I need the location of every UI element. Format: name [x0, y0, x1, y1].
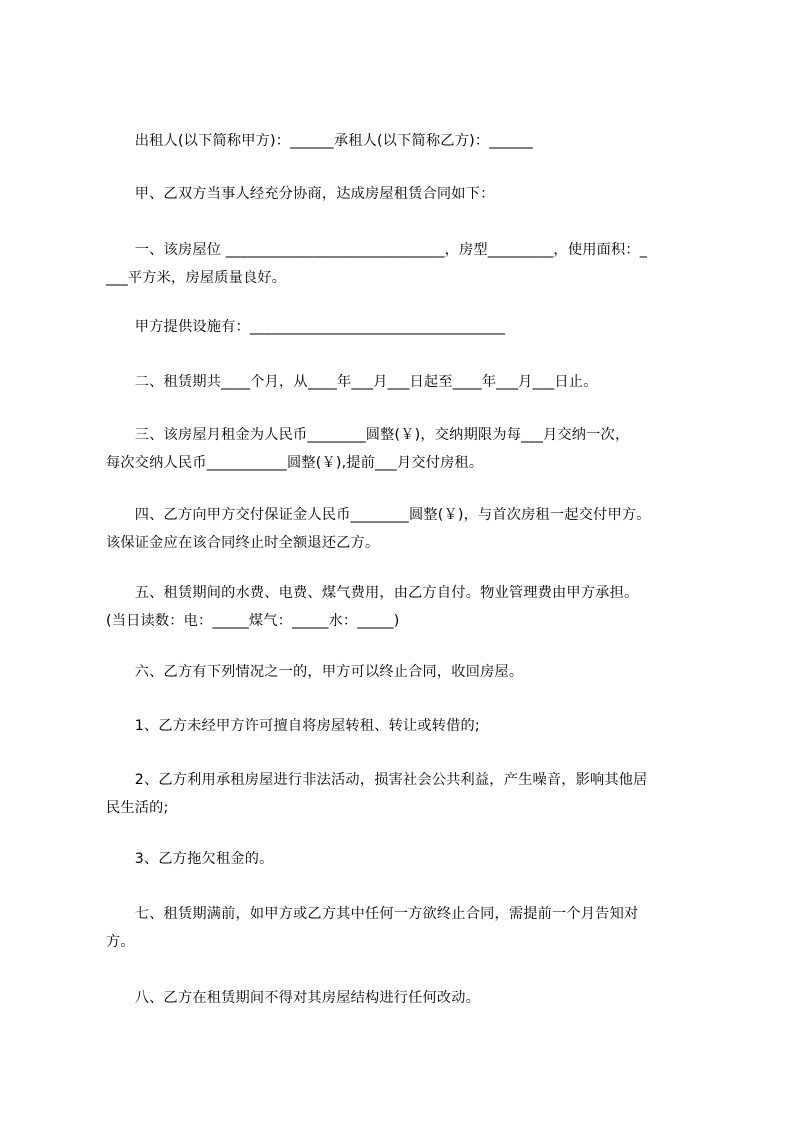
paragraph-line: 1、乙方未经甲方许可擅自将房屋转租、转让或转借的;	[106, 718, 480, 734]
parties-paragraph	[106, 127, 706, 155]
paragraph-line: 三、该房屋月租金为人民币________圆整(￥)，交纳期限为每___月交纳一次，	[106, 427, 630, 443]
clause-4-paragraph	[106, 501, 706, 557]
paragraph-line: 五、租赁期间的水费、电费、煤气费用，由乙方自付。物业管理费由甲方承担。	[106, 585, 639, 601]
clause-1-paragraph	[106, 236, 706, 292]
clause-2-paragraph	[106, 368, 706, 396]
clause-6-1-paragraph	[106, 712, 706, 740]
clause-3-paragraph	[106, 421, 706, 477]
paragraph-line: ___平方米，房屋质量良好。	[106, 270, 287, 286]
clause-6-3-paragraph	[106, 845, 706, 873]
paragraph-line: 一、该房屋位 ______________________________，房型_________，使用面积：_	[106, 242, 648, 258]
paragraph-line: 甲、乙双方当事人经充分协商，达成房屋租赁合同如下：	[106, 186, 495, 202]
paragraph-line: 六、乙方有下列情况之一的，甲方可以终止合同，收回房屋。	[106, 664, 524, 680]
paragraph-line: 2、乙方利用承租房屋进行非法活动，损害社会公共利益，产生噪音，影响其他居	[106, 772, 648, 788]
facilities-paragraph	[106, 313, 706, 341]
clause-7-paragraph	[106, 900, 706, 956]
paragraph-line: 每次交纳人民币___________圆整(￥),提前___月交付房租。	[106, 455, 484, 471]
clause-6-2-paragraph	[106, 766, 706, 822]
paragraph-line: 该保证金应在该合同终止时全额退还乙方。	[106, 535, 380, 551]
paragraph-line: 方。	[106, 934, 135, 950]
paragraph-line: 七、租赁期满前，如甲方或乙方其中任何一方欲终止合同，需提前一个月告知对	[106, 906, 639, 922]
agreement-intro-paragraph	[106, 180, 706, 208]
paragraph-line: 八、乙方在租赁期间不得对其房屋结构进行任何改动。	[106, 990, 481, 1006]
paragraph-line: 四、乙方向甲方交付保证金人民币________圆整(￥)，与首次房租一起交付甲方。	[106, 507, 651, 523]
clause-5-paragraph	[106, 579, 706, 635]
paragraph-line: 甲方提供设施有：___________________________________	[106, 319, 506, 335]
clause-6-paragraph	[106, 658, 706, 686]
paragraph-line: 出租人(以下简称甲方)：______承租人(以下简称乙方)：______	[106, 133, 533, 149]
paragraph-line: 二、租赁期共____个月，从____年___月___日起至____年___月___日止。	[106, 374, 598, 390]
paragraph-line: (当日读数：电：_____煤气：_____水：_____)	[106, 613, 400, 629]
clause-8-paragraph	[106, 984, 706, 1012]
paragraph-line: 3、乙方拖欠租金的。	[106, 851, 274, 867]
paragraph-line: 民生活的;	[106, 800, 169, 816]
